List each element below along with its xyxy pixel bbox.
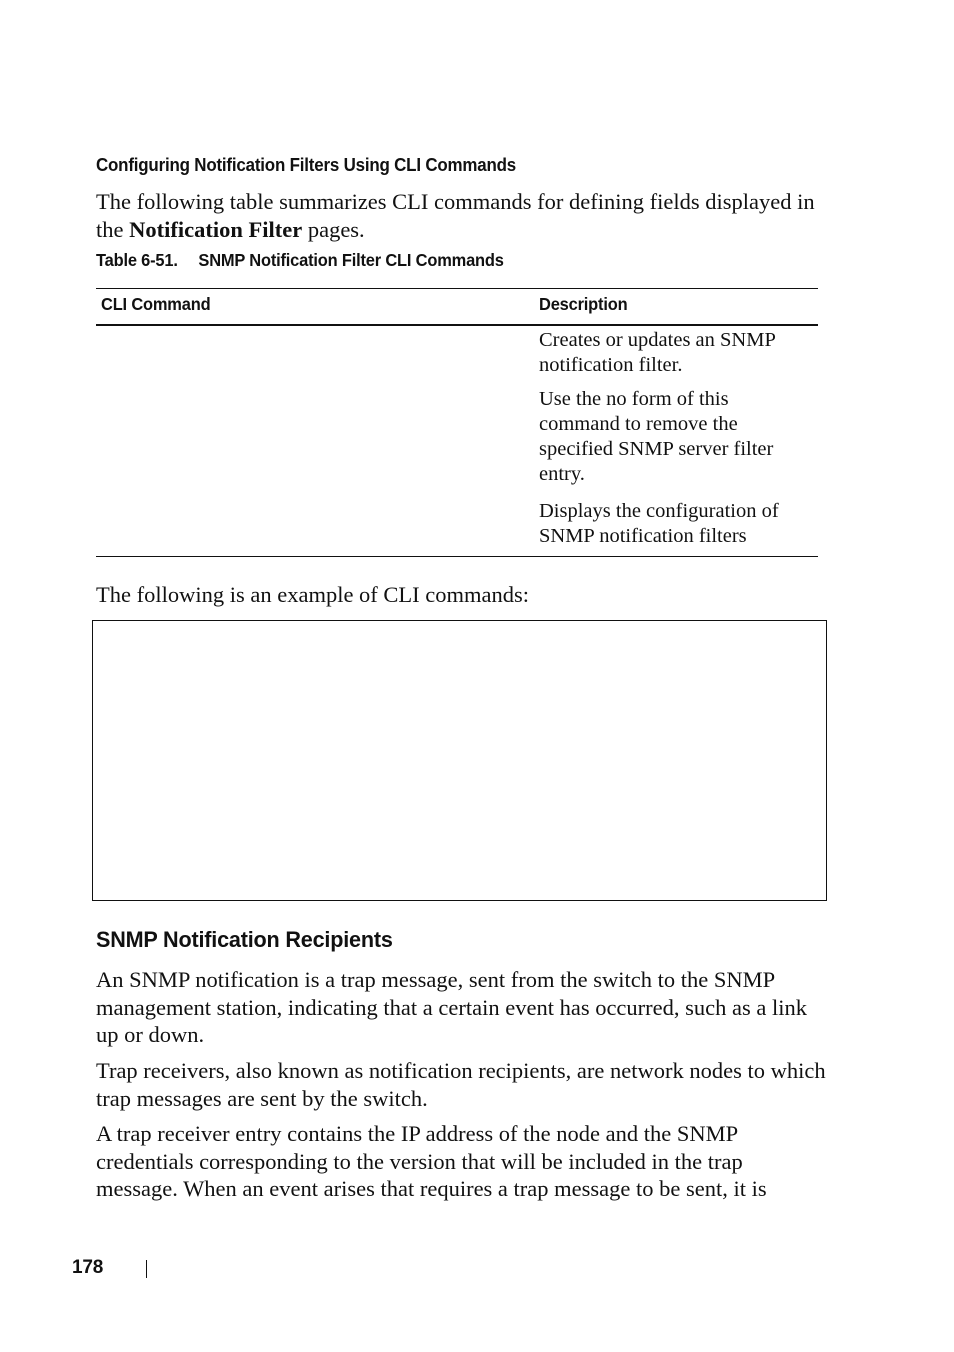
- intro-text-after: pages.: [302, 216, 365, 242]
- subsection-heading: SNMP Notification Recipients: [96, 927, 393, 952]
- example-intro: The following is an example of CLI commands:: [96, 582, 530, 607]
- intro-emphasis: Notification Filter: [129, 216, 303, 242]
- column-header-cli-command: CLI Command: [101, 294, 211, 314]
- body-paragraph: Trap receivers, also known as notification recipients, are network nodes to which trap messages are sent by the switch.: [96, 1058, 826, 1111]
- table-bottom-rule: [96, 556, 818, 557]
- table-row-description: Displays the configuration of SNMP notification filters: [539, 500, 779, 547]
- table-caption-number: Table 6-51.: [96, 250, 178, 270]
- body-paragraph: An SNMP notification is a trap message, sent from the switch to the SNMP management station, indicating that a certain event has occurred, such as a link up or down.: [96, 967, 807, 1047]
- section-heading: Configuring Notification Filters Using CLI Commands: [96, 155, 516, 175]
- table-caption: [96, 250, 504, 271]
- footer-divider: [146, 1260, 147, 1278]
- cli-example-box: [92, 620, 827, 901]
- table-caption-title: SNMP Notification Filter CLI Commands: [198, 250, 504, 270]
- page-number: 178: [72, 1257, 104, 1278]
- table-header-rule: [96, 324, 818, 326]
- column-header-description: Description: [539, 294, 628, 314]
- table-row-description: Use the no form of this command to remove the specified SNMP server filter entry.: [539, 388, 774, 485]
- body-paragraph: A trap receiver entry contains the IP address of the node and the SNMP credentials corresponding to the version that will be included in the trap message. When an event arises that requires a trap message to be sent, it is: [96, 1121, 767, 1201]
- intro-paragraph: [96, 188, 826, 243]
- table-row-description: Creates or updates an SNMP notification filter.: [539, 329, 776, 376]
- intro-text-before: The following table summarizes CLI commands for defining fields displayed in the: [96, 189, 815, 242]
- table-top-rule: [96, 288, 818, 289]
